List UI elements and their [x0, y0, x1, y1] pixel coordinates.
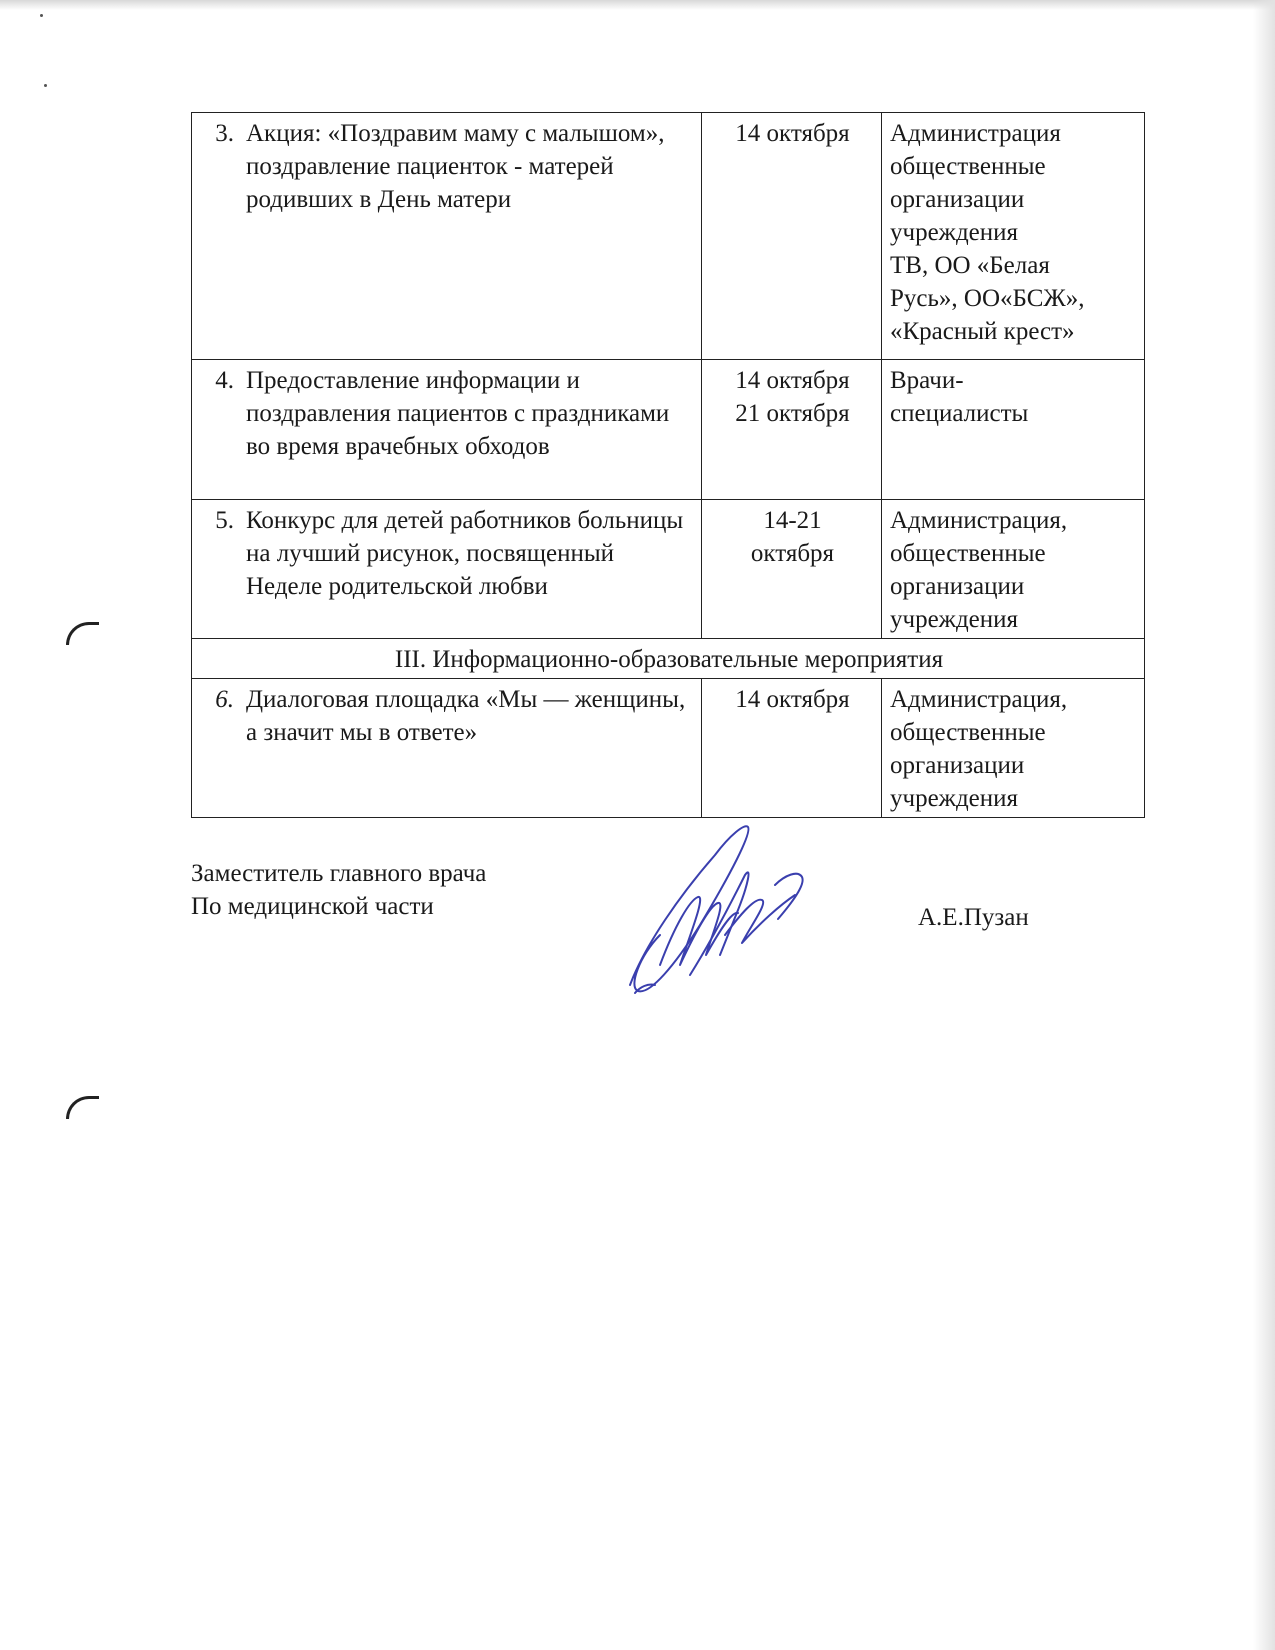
date-line: 14-21: [763, 507, 822, 534]
signatory-position: [191, 857, 486, 923]
event-text: Диалоговая площадка «Мы — женщины, а значит мы в ответе»: [246, 686, 686, 746]
responsible-cell: [882, 500, 1145, 639]
date-cell: [702, 360, 882, 500]
table-row: [192, 113, 1145, 360]
position-line: Заместитель главного врача: [191, 860, 487, 887]
date-line: 21 октября: [735, 400, 850, 427]
responsible-line: общественные: [890, 153, 1046, 180]
event-cell: [192, 679, 702, 818]
responsible-line: организации: [890, 186, 1025, 213]
responsible-line: общественные: [890, 540, 1046, 567]
row-number: 3.: [215, 120, 234, 147]
section-heading-row: [192, 639, 1145, 679]
date-cell: [702, 500, 882, 639]
event-text: Акция: «Поздравим маму с малышом», поздравление пациенток - матерей родивших в День матери: [246, 120, 665, 213]
event-text: Предоставление информации и поздравления пациентов с праздниками во время врачебных обходов: [246, 367, 670, 460]
scan-edge-top: [0, 0, 1275, 10]
date-line: 14 октября: [735, 367, 850, 394]
event-cell: [192, 500, 702, 639]
scan-speck: [40, 14, 43, 17]
row-number: 4.: [215, 367, 234, 394]
events-table: [191, 112, 1145, 818]
date-line: 14 октября: [735, 120, 850, 147]
responsible-line: «Красный крест»: [890, 318, 1075, 345]
table-row: [192, 360, 1145, 500]
event-cell: [192, 360, 702, 500]
responsible-cell: [882, 360, 1145, 500]
table-row: [192, 500, 1145, 639]
responsible-cell: [882, 679, 1145, 818]
event-cell: [192, 113, 702, 360]
signatory-name: А.Е.Пузан: [918, 904, 1029, 931]
scan-edge-right: [1253, 0, 1275, 1650]
responsible-line: Администрация: [890, 120, 1061, 147]
handwritten-signature: [620, 815, 840, 1005]
date-cell: [702, 679, 882, 818]
responsible-cell: [882, 113, 1145, 360]
responsible-line: Врачи-: [890, 367, 964, 394]
date-line: 14 октября: [735, 686, 850, 713]
responsible-line: Администрация,: [890, 507, 1068, 534]
responsible-line: учреждения: [890, 785, 1019, 812]
responsible-line: учреждения: [890, 606, 1019, 633]
row-number: 6.: [215, 686, 234, 713]
date-line: октября: [750, 540, 835, 567]
scan-speck: [44, 84, 47, 87]
responsible-line: учреждения: [890, 219, 1019, 246]
responsible-line: Русь», ОО«БСЖ»,: [890, 285, 1085, 312]
position-line: По медицинской части: [191, 893, 434, 920]
responsible-line: организации: [890, 752, 1025, 779]
event-text: Конкурс для детей работников больницы на лучший рисунок, посвященный Неделе родительской любви: [246, 507, 684, 600]
punch-hole-mark: [66, 1096, 99, 1119]
responsible-line: специалисты: [890, 400, 1029, 427]
table-row: [192, 679, 1145, 818]
row-number: 5.: [215, 507, 234, 534]
responsible-line: общественные: [890, 719, 1046, 746]
responsible-line: организации: [890, 573, 1025, 600]
responsible-line: Администрация,: [890, 686, 1068, 713]
punch-hole-mark: [66, 622, 99, 645]
responsible-line: ТВ, ОО «Белая: [890, 252, 1050, 279]
date-cell: [702, 113, 882, 360]
section-heading: III. Информационно-образовательные мероприятия: [192, 639, 1145, 679]
